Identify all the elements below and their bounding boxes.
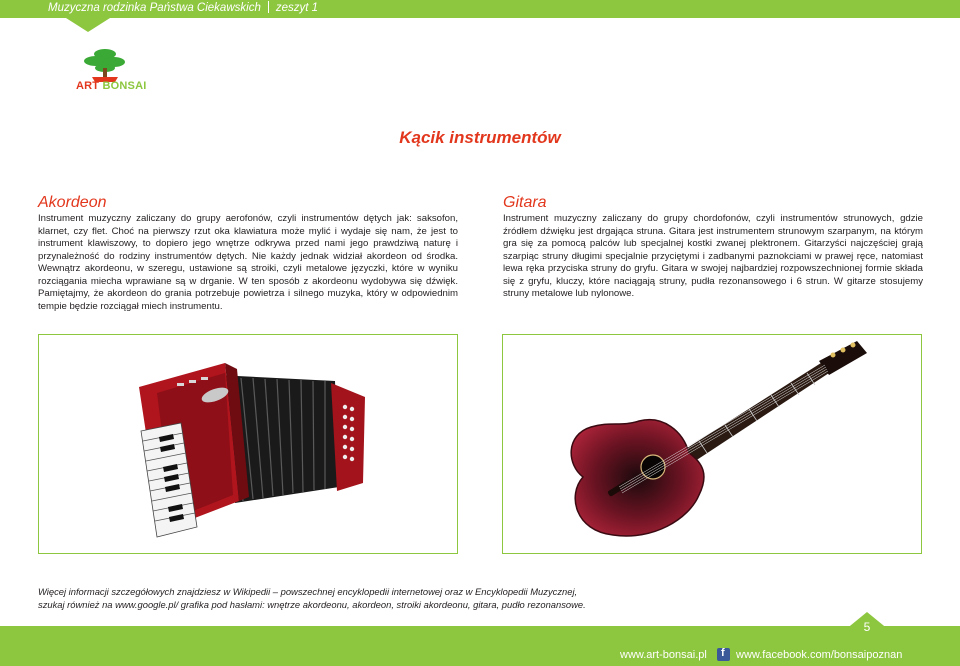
akordeon-body: Instrument muzyczny zaliczany do grupy aerofonów, czyli instrumentów dętych jak: saksofon, klarnet, czy flet. Choć na pierwszy rzut oka klawiatura może mylić i wydaje się nam, że jest to instrument klawiszowy, to dopiero jego wnętrze odkrywa przed nami jego prawdziwą naturę i przynależność do rodziny instrumentów dętych. Nie każdy jednak widział akordeon od środka. Wewnątrz akordeonu, w szeregu, ustawione są stroiki, czyli metalowe języczki, które w wyniku rozciągania miecha wprawiane są w drganie. W ten sposób z akordeonu wydobywa się dźwięk. Pamiętajmy, że akordeon do grania potrzebuje powietrza i silnego muzyka, który w odpowiednim tempie będzie rozciągał miech instrumentu. <box>38 213 458 312</box>
website-link[interactable]: www.art-bonsai.pl <box>620 649 707 661</box>
gitara-body: Instrument muzyczny zaliczany do grupy chordofonów, czyli instrumentów strunowych, gdzie źródłem dźwięku jest drgająca struna. Gitara jest instrumentem strunowym szarpanym, na którym gra się za pomocą palców lub specjalnej kostki zwanej plektronem. Gitarzyści najczęściej grają szarpiąc struny długimi specjalnie przyciętymi i zadbanymi paznokciami w prawej ręce, natomiast lewa ręka przyciska struny do gryfu. Gitara w swojej najbardziej rozpowszechnionej formie składa się z gryfu, kluczy, które naciągają struny, pudła rezonansowego i 6 strun. W gitarze stosujemy struny metalowe lub nylonowe. <box>503 213 923 299</box>
akordeon-title: Akordeon <box>38 194 107 211</box>
footnote <box>38 585 598 611</box>
gitara-section <box>503 194 923 301</box>
footnote-line-1: Więcej informacji szczegółowych znajdziesz w Wikipedii – powszechnej encyklopedii internetowej oraz w Encyklopedii Muzycznej, <box>38 586 578 597</box>
top-notch <box>66 18 110 32</box>
footnote-line-2: szukaj również na www.google.pl/ grafika pod hasłami: wnętrze akordeonu, akordeon, stroiki akordeonu, gitara, pudło rezonansowe. <box>38 599 586 610</box>
gitara-title: Gitara <box>503 194 547 211</box>
logo-word-art: ART <box>76 80 100 92</box>
accordion-image <box>39 335 458 554</box>
guitar-body <box>571 420 704 536</box>
guitar-photo <box>502 334 922 554</box>
logo-text <box>76 80 146 92</box>
accordion-photo <box>38 334 458 554</box>
series-header <box>48 1 318 14</box>
facebook-icon: f <box>717 648 730 661</box>
facebook-link[interactable]: www.facebook.com/bonsaipoznan <box>736 649 903 661</box>
series-title: Muzyczna rodzinka Państwa Ciekawskich <box>48 2 261 14</box>
page-number: 5 <box>863 620 871 634</box>
header-separator <box>268 1 269 13</box>
akordeon-section <box>38 194 458 313</box>
issue-label: zeszyt 1 <box>275 2 319 14</box>
top-bar <box>0 0 960 18</box>
guitar-image <box>503 335 922 554</box>
page-title: Kącik instrumentów <box>399 128 561 147</box>
logo-word-bonsai: BONSAI <box>102 80 147 92</box>
